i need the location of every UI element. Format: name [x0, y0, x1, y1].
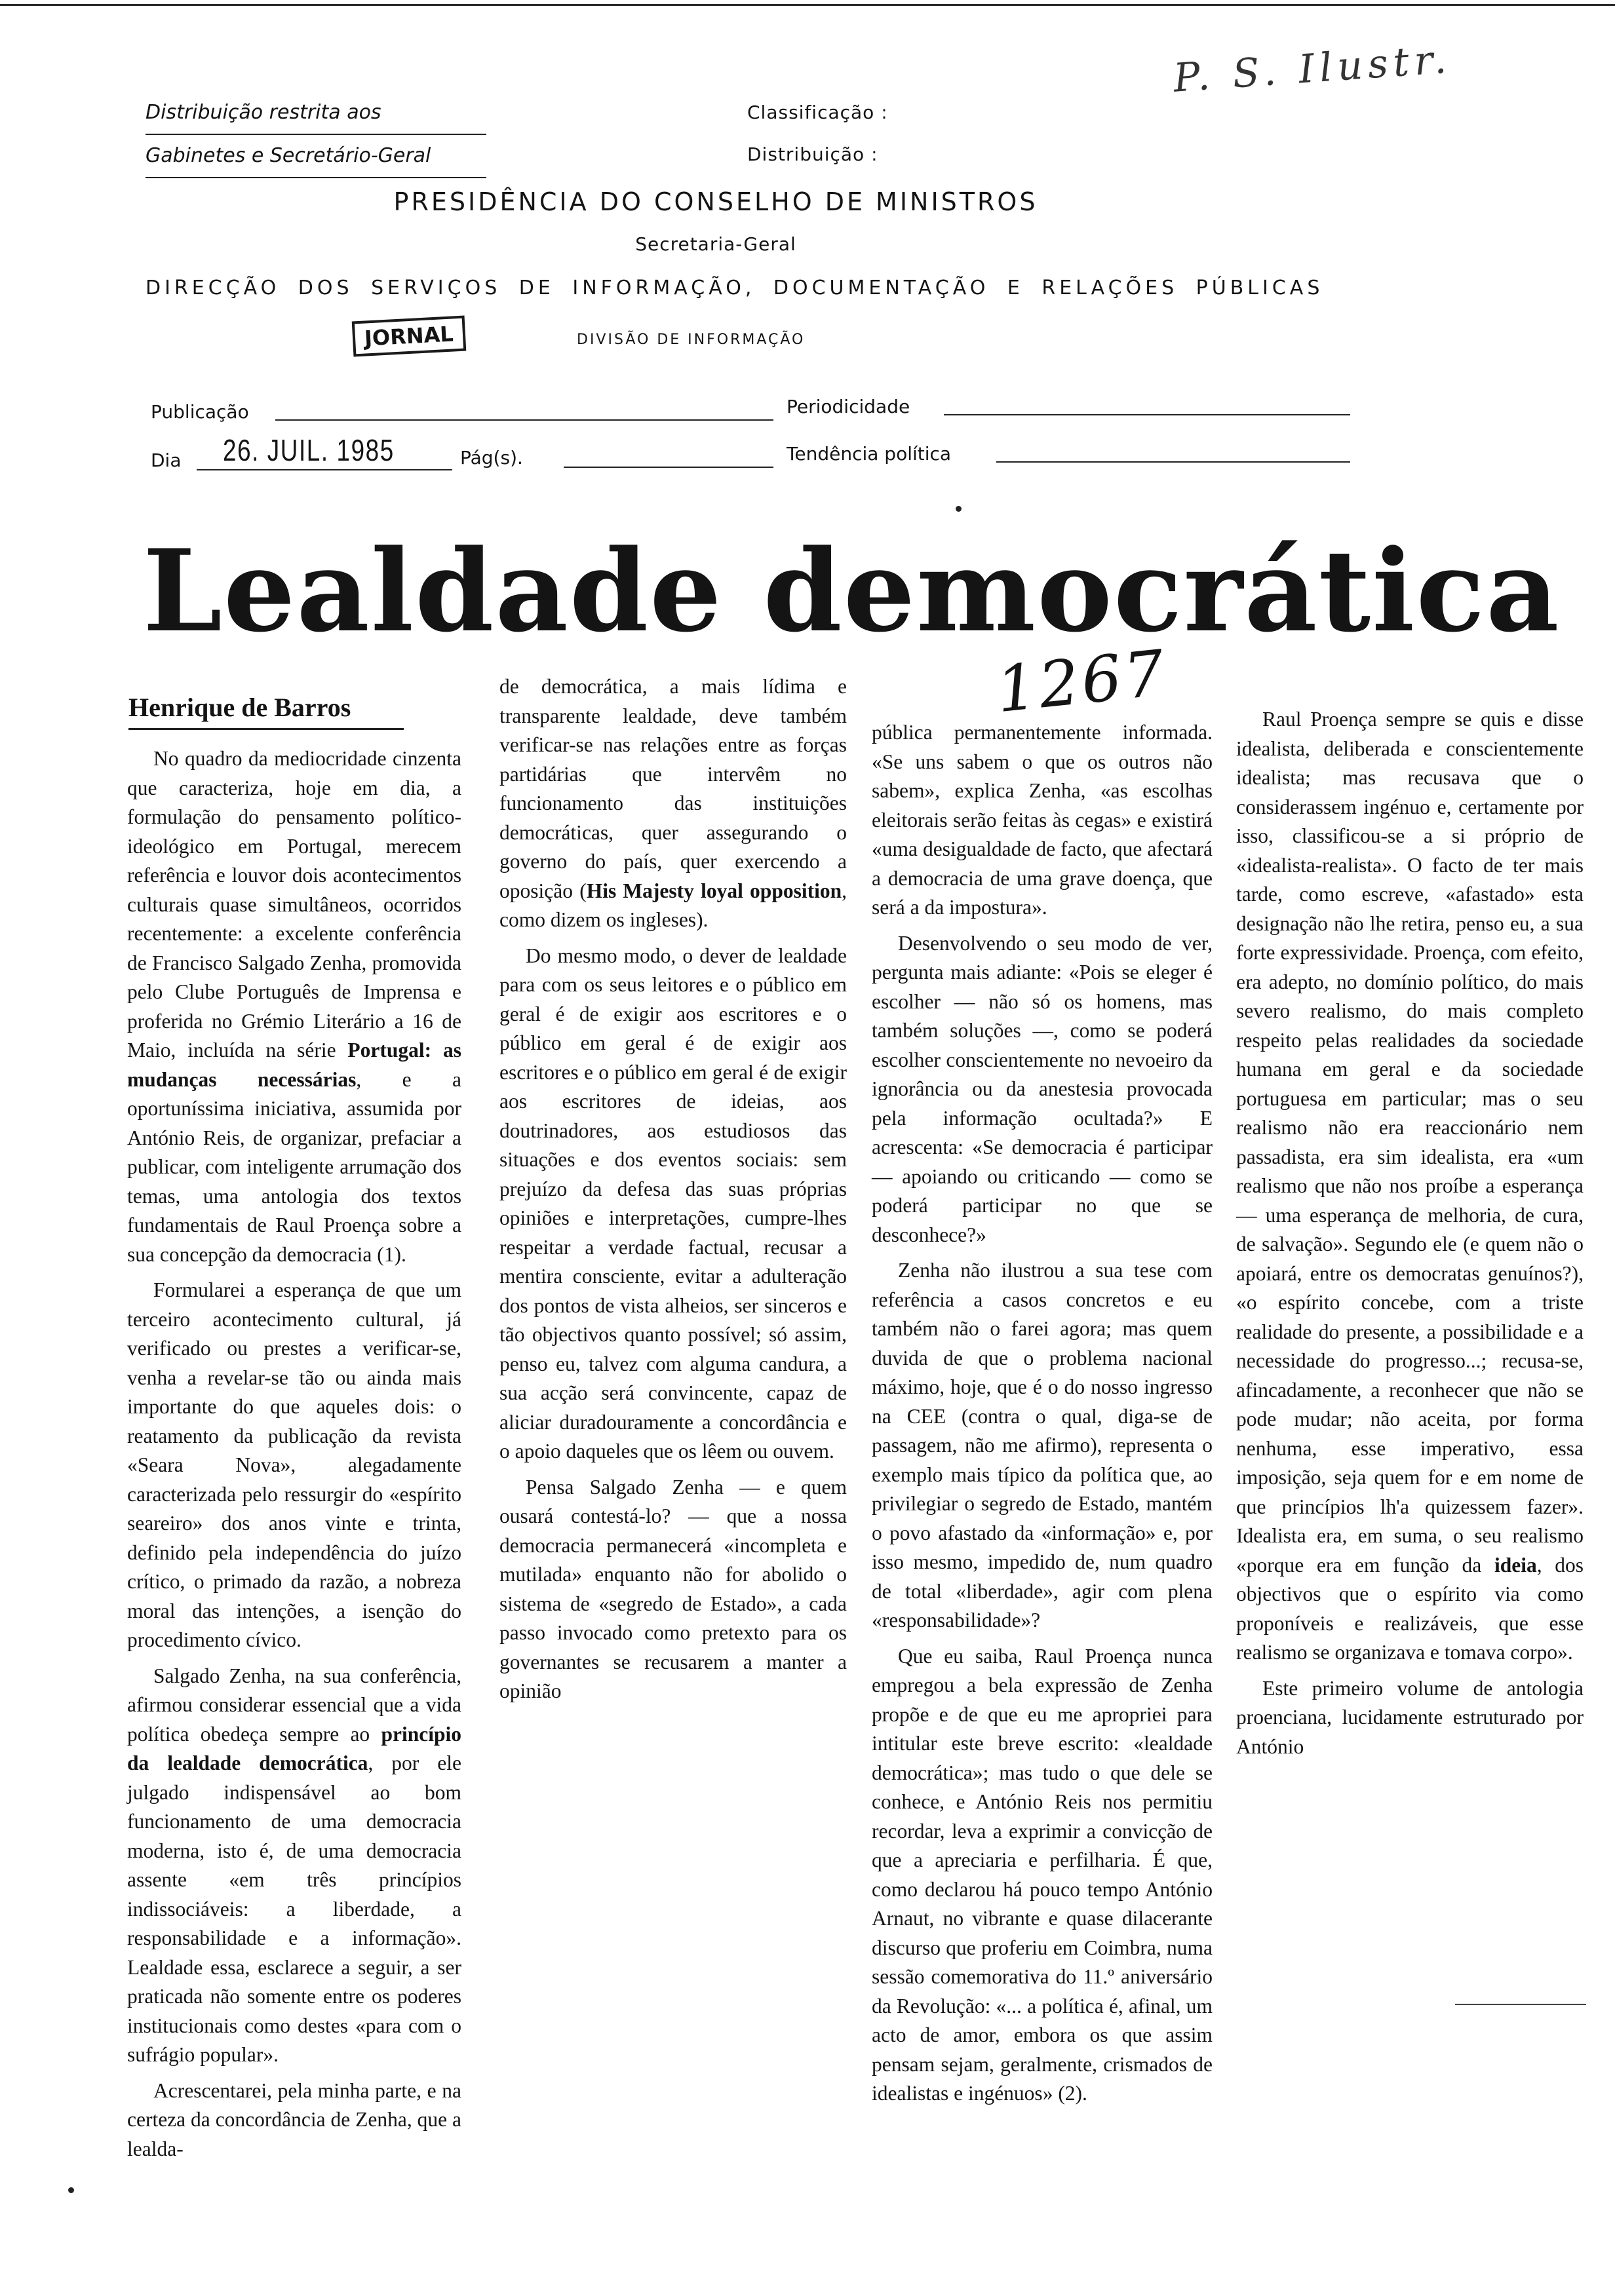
paragraph: Acrescentarei, pela minha parte, e na certeza da concordância de Zenha, que a lealda-	[127, 2078, 461, 2160]
distribution-line-2: Gabinetes e Secretário-Geral	[146, 135, 486, 178]
org-title: PRESIDÊNCIA DO CONSELHO DE MINISTROS	[393, 187, 1038, 216]
article-column-1	[127, 744, 461, 2164]
jornal-stamp: JORNAL	[352, 316, 466, 357]
tendency-field-line	[996, 461, 1350, 463]
article-column-3	[872, 718, 1213, 2109]
emphasis-text: Portugal: as mudanças necessárias	[127, 1039, 461, 1091]
article-column-2	[499, 672, 847, 1706]
periodicity-label: Periodicidade	[787, 396, 910, 417]
text-run: , como dizem os ingleses).	[499, 879, 847, 931]
paragraph	[127, 744, 461, 1269]
text-run: , dos objectivos que o espírito via como proponíveis e realizáveis, que esse realismo se organizava e tomava corpo».	[1236, 1553, 1584, 1664]
pages-label: Pág(s).	[460, 447, 523, 469]
distribution-line-1: Distribuição restrita aos	[146, 92, 486, 135]
text-run: de democrática, a mais lídima e transparente lealdade, deve também verificar-se nas relações entre as forças partidárias que intervêm no funcionamento das instituições democráticas, quer assegurando o governo do país, quer exercendo a oposição (	[499, 675, 847, 902]
publication-field-line	[275, 419, 773, 421]
distribution-label: Distribuição :	[747, 144, 878, 165]
publication-label: Publicação	[151, 401, 249, 423]
tendency-label: Tendência política	[787, 443, 952, 465]
date-stamp: 26. JUIL. 1985	[223, 433, 395, 467]
paragraph: Este primeiro volume de antologia proenciana, lucidamente estruturado por António	[1236, 1676, 1584, 1758]
classification-label: Classificação :	[747, 102, 888, 123]
article-column-4	[1236, 705, 1584, 1761]
pages-field-line	[564, 467, 773, 468]
day-field-line	[197, 469, 452, 470]
distribution-note	[146, 92, 486, 178]
text-run: , e a oportuníssima iniciativa, assumida por António Reis, de organizar, prefaciar a publicar, com inteligente arrumação dos temas, uma antologia dos textos fundamentais de Raul Proença sobre a sua concepção da democracia (1).	[127, 1067, 461, 1266]
text-run: , por ele julgado indispensável ao bom funcionamento de uma democracia moderna, isto é, de uma democracia assente «em três princípios indissociáveis: a liberdade, a responsabilidade e a informação». Lealdade essa, esclarece a seguir, a ser praticada não somente entre os poderes institucionais como destes «para com o sufrágio popular».	[127, 1751, 461, 2066]
text-run: Raul Proença sempre se quis e disse idealista, deliberada e conscientemente idealista; mas recusava que o considerassem ingénuo e, certamente por isso, classificou-se a si próprio de «idealista-realista». O facto de ter mais tarde, como escreve, «afastado» esta designação não lhe retira, penso eu, a sua forte expressividade. Proença, com efeito, era adepto, no domínio político, do mais severo realismo, do mais completo respeito pelas realidades da sociedade humana em geral e da sociedade portuguesa em particular; mas o seu realismo não era reaccionário nem passadista, era sim idealista, era «um realismo que não nos proíbe a esperança — uma esperança de melhoria, de cura, de salvação». Segundo ele (e quem não o apoiará, entre os democratas genuínos?), «o espírito concebe, com a triste realidade do presente, a possibilidade e a necessidade do progresso...; recusa-se, afincadamente, a reconhecer que não se pode mudar; não aceita, por forma nenhuma, esse imperativo, essa imposição, seja quem for e em nome de que princípios lh'a quizessem fazer». Idealista era, em suma, o seu realismo «porque era em função da	[1236, 708, 1584, 1577]
author-byline: Henrique de Barros	[128, 692, 404, 730]
emphasis-text: His Majesty loyal opposition	[586, 879, 842, 902]
paragraph: Zenha não ilustrou a sua tese com referência a casos concretos e eu também não o farei agora; mas quem duvida de que o problema nacional máximo, hoje, que é o do nosso ingresso na CEE (contra o qual, diga-se de passagem, não me afirmo), representa o exemplo mais típico da política que, ao privilegiar o segredo de Estado, mantém o povo afastado da «informação» e, por isso mesmo, impedido de, num quadro de total «liberdade», agir com plena «responsabilidade»?	[872, 1259, 1213, 1632]
emphasis-text: princípio da lealdade democrática	[127, 1722, 461, 1774]
classification-block	[747, 92, 888, 176]
periodicity-field-line	[944, 414, 1350, 415]
paragraph: pública permanentemente informada. «Se uns sabem o que os outros não sabem», explica Zenha, «as escolhas eleitorais serão feitas às cegas» e existirá «uma desigualdade de facto, que afectará a democracia de uma grave doença, que será a da impostura».	[872, 721, 1213, 919]
speck	[956, 506, 962, 512]
directorate-line: DIRECÇÃO DOS SERVIÇOS DE INFORMAÇÃO, DOCUMENTAÇÃO E RELAÇÕES PÚBLICAS	[146, 277, 1324, 299]
paragraph: Que eu saiba, Raul Proença nunca empregou a bela expressão de Zenha propõe e de que eu me apropriei para intitular este breve escrito: «lealdade democrática»; mas tudo o que dele se conhece, e António Reis nos permitiu recordar, leva a exprimir a convicção de que a apreciaria e perfilharia. É que, como declarou há pouco tempo António Arnaut, no vibrante e quase dilacerante discurso que proferiu em Coimbra, numa sessão comemorativa do 11.º aniversário da Revolução: «... a política é, afinal, um acto de amor, embora os que assim pensam sejam, geralmente, crismados de idealistas e ingénuos» (2).	[872, 1644, 1213, 2105]
division-label: DIVISÃO DE INFORMAÇÃO	[577, 332, 806, 348]
paragraph	[1236, 705, 1584, 1668]
handwritten-note: P. S. Ilustr.	[1172, 36, 1454, 102]
paragraph: Desenvolvendo o seu modo de ver, pergunta mais adiante: «Pois se eleger é escolher — não só os homens, mas também soluções —, como se poderá escolher conscientemente no nevoeiro da ignorância ou da anestesia provocada pela informação ocultada?» E acrescenta: «Se democracia é participar — apoiando ou criticando — como se poderá participar no que se desconhece?»	[872, 931, 1213, 1246]
margin-mark	[68, 2187, 74, 2193]
handwritten-number: 1267	[992, 636, 1171, 727]
underline-mark	[1455, 2004, 1586, 2005]
paragraph: Pensa Salgado Zenha — e quem ousará contestá-lo? — que a nossa democracia permanecerá «incompleta e mutilada» enquanto não for abolido o sistema de «segredo de Estado», a cada passo invocado como pretexto para os governantes se recusarem a manter a opinião	[499, 1475, 847, 1702]
paragraph	[499, 672, 847, 935]
paragraph: Formularei a esperança de que um terceiro acontecimento cultural, já verificado ou prestes a verificar-se, venha a revelar-se tão ou ainda mais importante do que aqueles dois: o reatamento da publicação da revista «Seara Nova», alegadamente caracterizada pelo ressurgir do «espírito seareiro» dos anos vinte e trinta, definido pela independência do juízo crítico, o primado da razão, a nobreza moral das intenções, a isenção do procedimento cívico.	[127, 1278, 461, 1651]
top-border-line	[0, 4, 1615, 6]
org-subtitle: Secretaria-Geral	[635, 233, 796, 255]
text-run: No quadro da mediocridade cinzenta que caracteriza, hoje em dia, a formulação do pensamento político-ideológico em Portugal, merecem referência e louvor dois acontecimentos culturais quase simultâneos, ocorridos recentemente: a excelente conferência de Francisco Salgado Zenha, promovida pelo Clube Português de Imprensa e proferida no Grémio Literário a 16 de Maio, incluída na série	[127, 747, 461, 1062]
text-run: Salgado Zenha, na sua conferência, afirmou considerar essencial que a vida política obedeça sempre ao	[127, 1664, 461, 1746]
headline: Lealdade democrática	[143, 524, 1561, 657]
paragraph	[127, 1662, 461, 2070]
emphasis-text: ideia	[1494, 1553, 1537, 1577]
day-label: Dia	[151, 450, 182, 471]
paragraph: Do mesmo modo, o dever de lealdade para com os seus leitores e o público em geral é de exigir aos escritores e o público em geral é de exigir aos escritores e o público em geral é de exigir aos escritores de ideias, aos doutrinadores, aos estudiosos das situações e dos eventos sociais: sem prejuízo da defesa das suas próprias opiniões e interpretações, cumpre-lhes respeitar a verdade factual, recusar a mentira consciente, evitar a adulteração dos pontos de vista alheios, ser sinceros e tão objectivos quanto possível; só assim, penso eu, talvez com alguma candura, a sua acção será convincente, capaz de aliciar duradouramente a concordância e o apoio daqueles que os lêem ou ouvem.	[499, 944, 847, 1463]
